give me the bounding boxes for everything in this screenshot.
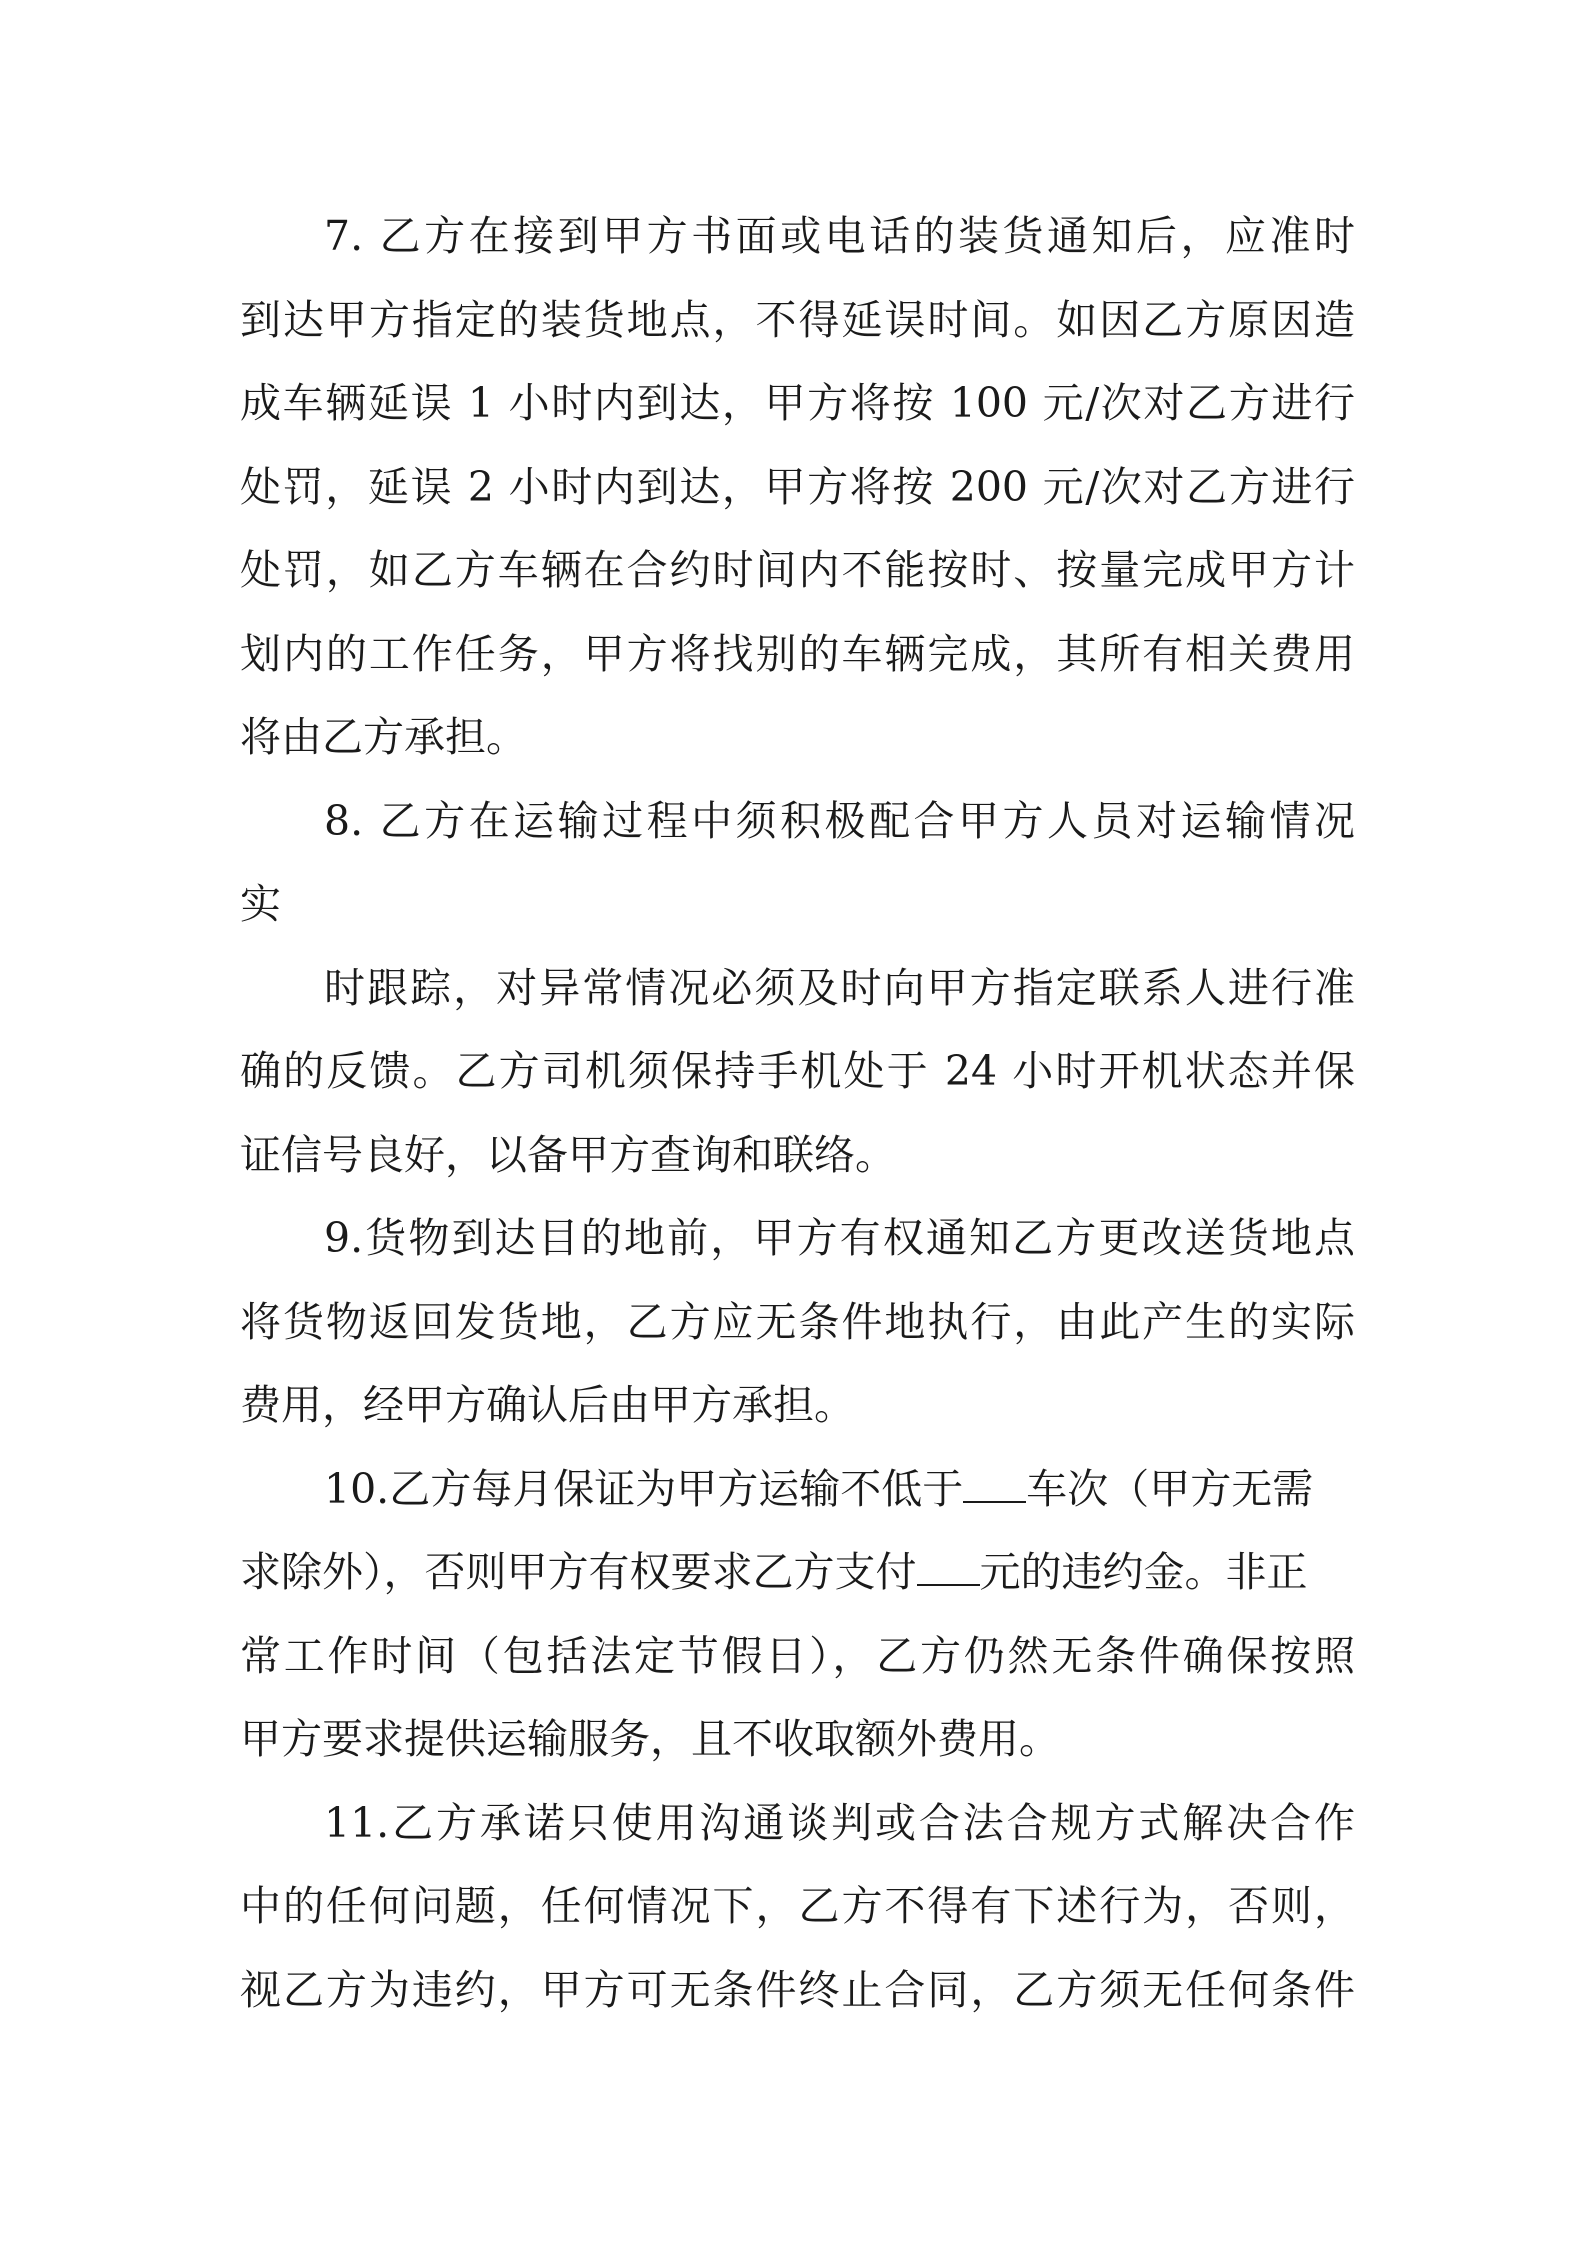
clause-10-line-2-part-a: 求除外），否则甲方有权要求乙方支付 xyxy=(240,1548,917,1596)
clause-9-line-3: 费用，经甲方确认后由甲方承担。 xyxy=(240,1381,855,1429)
clause-7-line-5: 处罚，如乙方车辆在合约时间内不能按时、按量完成甲方计 xyxy=(240,546,1355,594)
clause-10-line-4: 甲方要求提供运输服务，且不收取额外费用。 xyxy=(240,1715,1060,1763)
clause-8-line-2: 实 xyxy=(240,880,281,928)
clause-8-line-4: 确的反馈。乙方司机须保持手机处于 24 小时开机状态并保 xyxy=(240,1047,1355,1095)
clause-7-line-6: 划内的工作任务，甲方将找别的车辆完成，其所有相关费用 xyxy=(240,629,1355,678)
clause-10-line-1 xyxy=(240,1448,1355,1532)
clause-8-line-1: 8. 乙方在运输过程中须积极配合甲方人员对运输情况 xyxy=(324,796,1355,845)
clause-10-line-3: 常工作时间（包括法定节假日），乙方仍然无条件确保按照 xyxy=(240,1631,1355,1680)
clause-11-line-1: 11.乙方承诺只使用沟通谈判或合法合规方式解决合作 xyxy=(324,1798,1355,1847)
clause-10-line-1-part-b: 车次（甲方无需 xyxy=(1026,1464,1314,1513)
clause-9-line-2: 将货物返回发货地，乙方应无条件地执行，由此产生的实际 xyxy=(240,1297,1355,1346)
clause-8-line-3: 时跟踪，对异常情况必须及时向甲方指定联系人进行准 xyxy=(324,963,1355,1012)
penalty-amount-blank xyxy=(917,1548,980,1586)
clause-7-line-7: 将由乙方承担。 xyxy=(240,713,527,761)
clause-7-line-3: 成车辆延误 1 小时内到达，甲方将按 100 元/次对乙方进行 xyxy=(240,379,1355,427)
clause-11-line-3: 视乙方为违约，甲方可无条件终止合同，乙方须无任何条件 xyxy=(240,1965,1355,2014)
clause-9-line-1: 9.货物到达目的地前，甲方有权通知乙方更改送货地点 xyxy=(324,1214,1355,1262)
document-body xyxy=(240,195,1355,2032)
clause-7-line-4: 处罚，延误 2 小时内到达，甲方将按 200 元/次对乙方进行 xyxy=(240,462,1355,511)
clause-8-line-5: 证信号良好，以备甲方查询和联络。 xyxy=(240,1130,896,1179)
trips-blank xyxy=(963,1465,1026,1503)
clause-7-line-2: 到达甲方指定的装货地点，不得延误时间。如因乙方原因造 xyxy=(240,295,1355,344)
clause-11-line-2: 中的任何问题，任何情况下，乙方不得有下述行为，否则， xyxy=(240,1882,1355,1930)
clause-10-line-2 xyxy=(240,1531,1355,1615)
clause-7-line-1: 7. 乙方在接到甲方书面或电话的装货通知后，应准时 xyxy=(324,212,1355,260)
clause-10-line-1-part-a: 10.乙方每月保证为甲方运输不低于 xyxy=(324,1464,964,1513)
clause-10-line-2-part-b: 元的违约金。非正 xyxy=(979,1548,1308,1596)
